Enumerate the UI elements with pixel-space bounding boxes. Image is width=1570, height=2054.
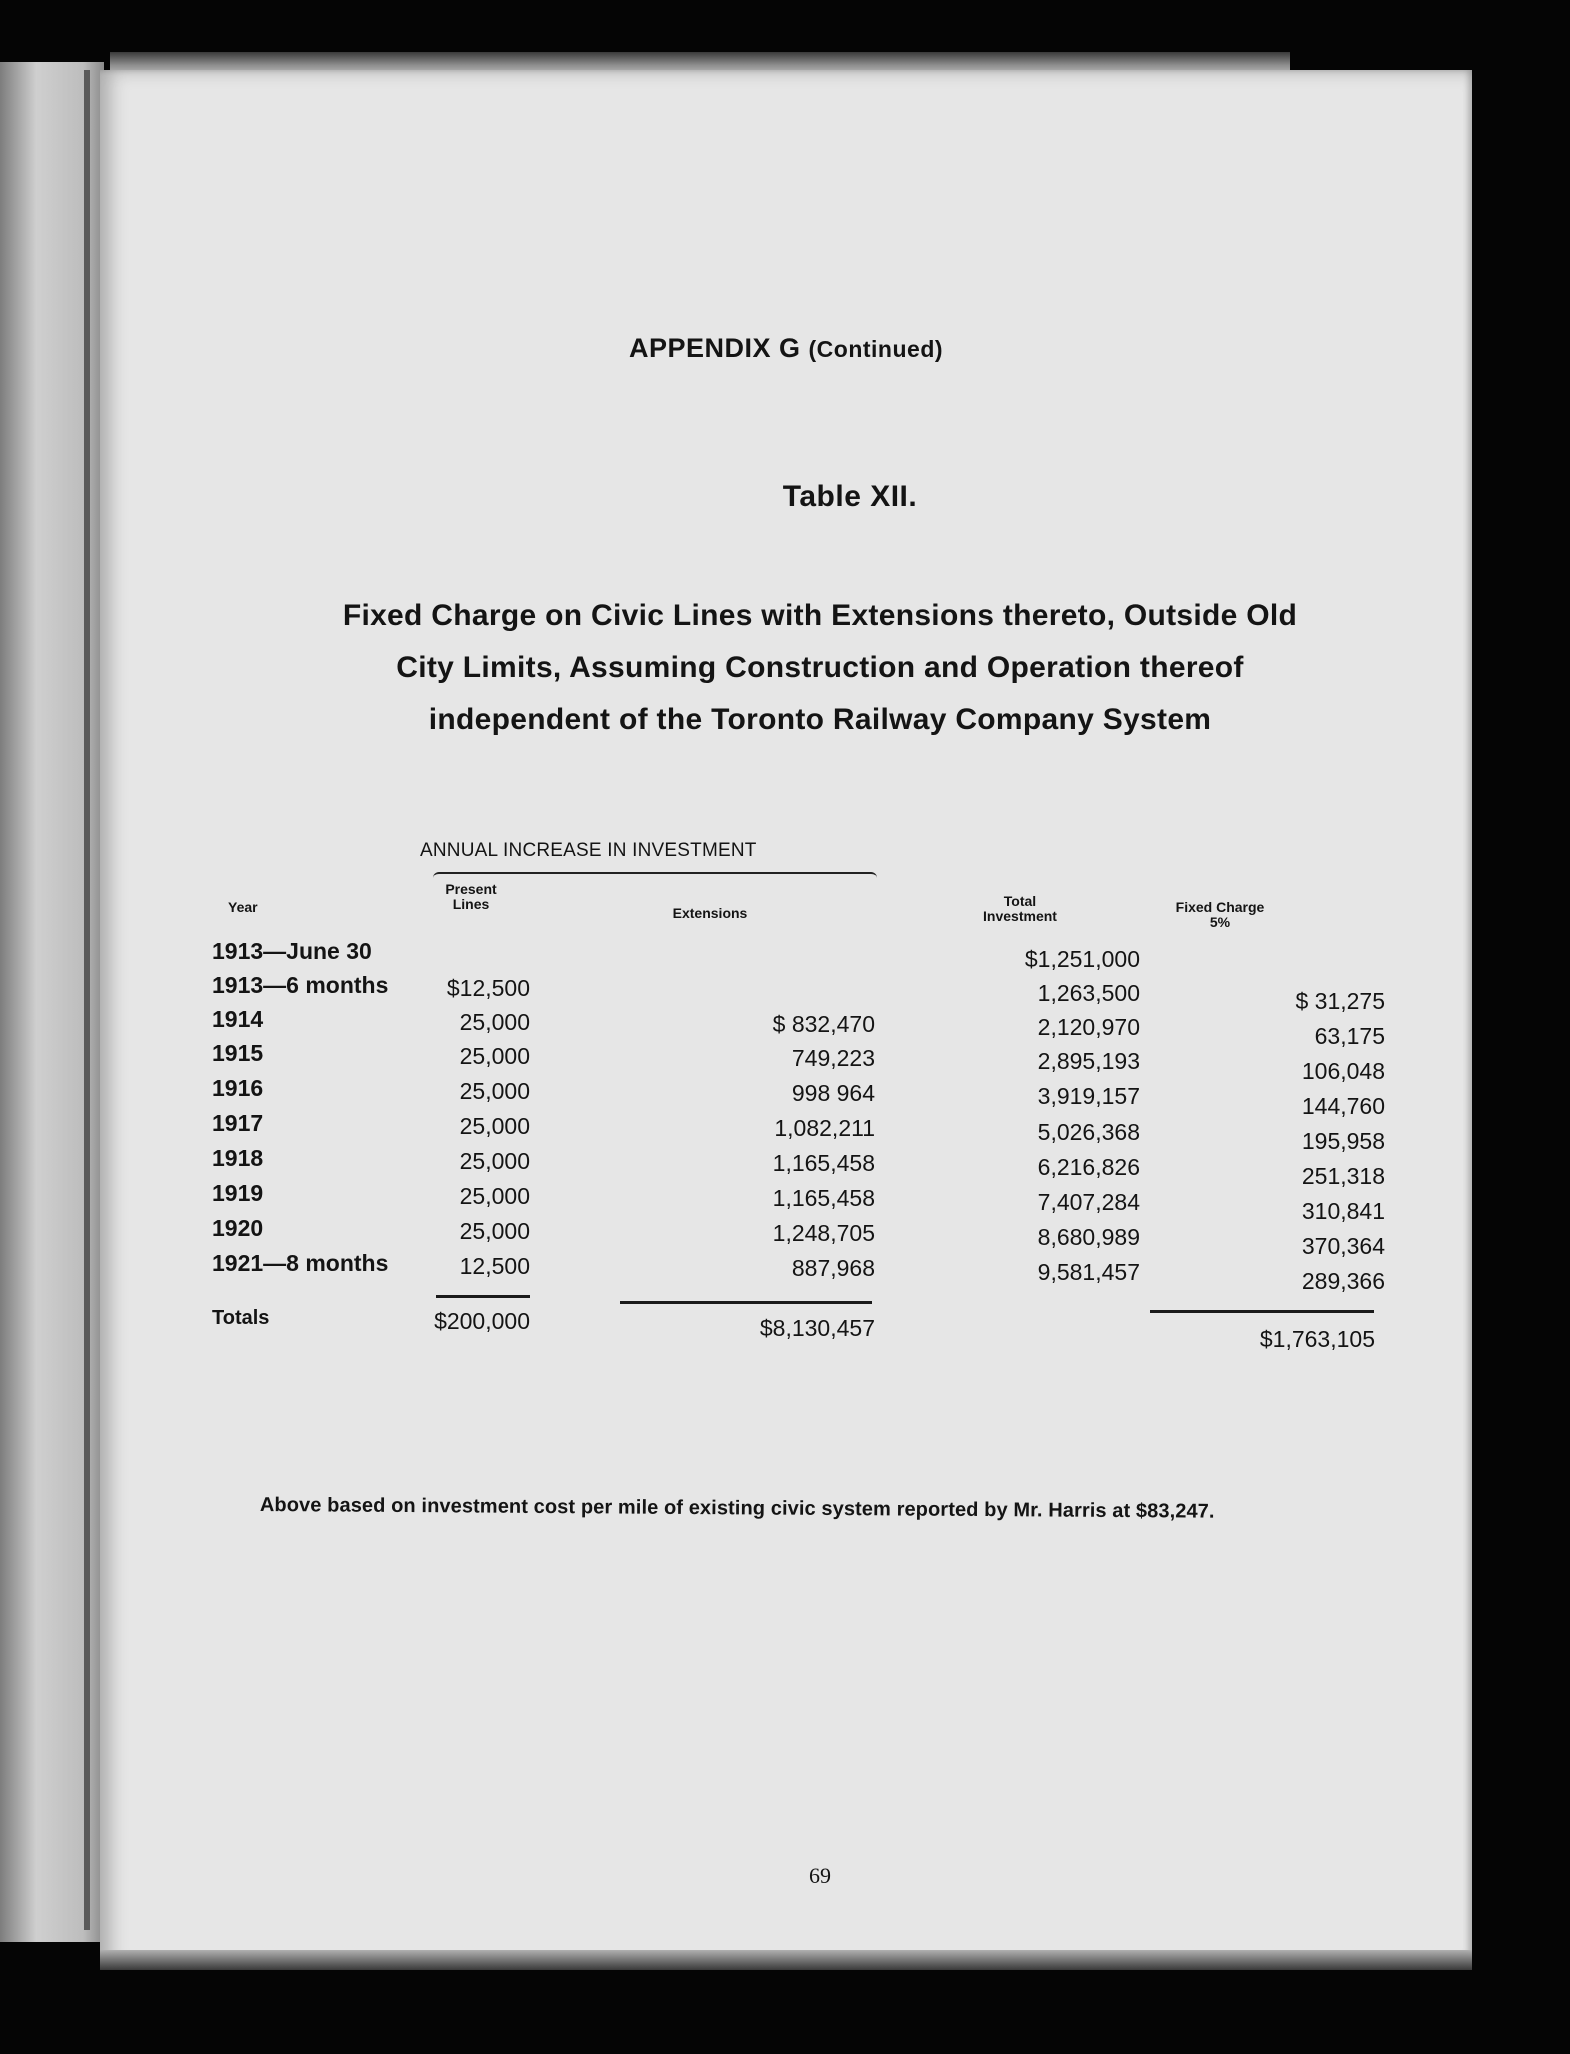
col-head-present-line-1: Present	[445, 881, 497, 897]
table-row-total: 1,263,500	[1037, 980, 1140, 1006]
totals-extensions: $8,130,457	[759, 1315, 875, 1341]
table-row-present: 25,000	[459, 1009, 530, 1035]
table-row-fixed: 289,366	[1301, 1268, 1385, 1294]
table-row-total: $1,251,000	[1024, 946, 1140, 972]
table-row-fixed: 144,760	[1301, 1093, 1385, 1119]
totals-present: $200,000	[434, 1308, 530, 1334]
table-row-present: 25,000	[459, 1113, 530, 1139]
extensions-total-rule	[620, 1301, 872, 1304]
appendix-continued: (Continued)	[808, 336, 944, 362]
table-row-year: 1913—June 30	[212, 938, 372, 964]
table-row-present: 25,000	[459, 1218, 530, 1244]
col-head-total-investment	[960, 894, 1080, 924]
table-title: Table XII.	[782, 480, 918, 513]
col-head-present-line-2: Lines	[452, 896, 490, 912]
table-row-extensions: 1,082,211	[774, 1115, 875, 1141]
col-head-year: Year	[228, 899, 258, 915]
table-row-total: 5,026,368	[1037, 1119, 1140, 1145]
table-row-year: 1918	[212, 1145, 264, 1171]
group-brace	[433, 872, 877, 882]
totals-label: Totals	[212, 1307, 270, 1329]
table-row-year: 1917	[212, 1110, 264, 1136]
table-row-extensions: 887,968	[791, 1255, 875, 1281]
heading-line-2: City Limits, Assuming Construction and Operation thereof	[396, 651, 1244, 684]
heading-line-3: independent of the Toronto Railway Company System	[428, 703, 1212, 736]
col-head-fixed-line-2: 5%	[1209, 914, 1231, 930]
col-head-fixed-line-1: Fixed Charge	[1175, 899, 1265, 915]
table-row-year: 1914	[212, 1006, 264, 1032]
table-row-total: 2,895,193	[1037, 1048, 1140, 1074]
table-row-total: 3,919,157	[1037, 1083, 1140, 1109]
table-row-year: 1921—8 months	[212, 1250, 389, 1276]
table-row-fixed: 195,958	[1301, 1128, 1385, 1154]
col-head-extensions: Extensions	[672, 905, 748, 921]
table-row-year: 1920	[212, 1215, 264, 1241]
present-total-rule	[436, 1295, 530, 1298]
table-row-total: 2,120,970	[1037, 1014, 1140, 1040]
table-row-total: 8,680,989	[1037, 1224, 1140, 1250]
table-row-extensions: 1,165,458	[772, 1185, 875, 1211]
table-row-total: 7,407,284	[1037, 1189, 1140, 1215]
table-row-extensions: 998 964	[791, 1080, 875, 1106]
table-row-extensions: 749,223	[791, 1045, 875, 1071]
table-row-extensions: 1,165,458	[772, 1150, 875, 1176]
heading-line-1: Fixed Charge on Civic Lines with Extensions thereto, Outside Old	[342, 599, 1298, 632]
table-row-present: 25,000	[459, 1148, 530, 1174]
table-row-extensions: 1,248,705	[772, 1220, 875, 1246]
table-row-year: 1915	[212, 1040, 264, 1066]
table-row-fixed: 63,175	[1314, 1023, 1385, 1049]
table-row-year: 1913—6 months	[212, 972, 389, 998]
table-row-present: 12,500	[459, 1253, 530, 1279]
bottom-page-edge	[100, 1950, 1472, 1970]
table-row-fixed: $ 31,275	[1295, 988, 1385, 1014]
table-row-fixed: 251,318	[1301, 1163, 1385, 1189]
table-row-present: 25,000	[459, 1043, 530, 1069]
table-row-fixed: 310,841	[1301, 1198, 1385, 1224]
footnote: Above based on investment cost per mile of existing civic system reported by Mr. Harris at $83,247.	[259, 1494, 1215, 1523]
col-head-fixed-charge	[1160, 900, 1280, 930]
table-row-fixed: 370,364	[1301, 1233, 1385, 1259]
totals-fixed: $1,763,105	[1259, 1326, 1375, 1352]
page-number: 69	[809, 1863, 831, 1888]
table-row-total: 9,581,457	[1037, 1259, 1140, 1285]
appendix-label: APPENDIX G	[628, 333, 801, 363]
table-heading	[220, 590, 1420, 746]
table-row-extensions: $ 832,470	[772, 1011, 875, 1037]
appendix-title	[100, 333, 1472, 364]
table-row-present: 25,000	[459, 1183, 530, 1209]
col-head-total-line-2: Investment	[983, 908, 1057, 924]
fixed-total-rule	[1150, 1310, 1374, 1313]
table-row-year: 1916	[212, 1075, 264, 1101]
table-row-total: 6,216,826	[1037, 1154, 1140, 1180]
col-head-total-line-1: Total	[1003, 893, 1037, 909]
table-row-present: $12,500	[446, 975, 530, 1001]
group-header: ANNUAL INCREASE IN INVESTMENT	[420, 840, 757, 861]
binding-shadow	[84, 70, 90, 1930]
table-row-fixed: 106,048	[1301, 1058, 1385, 1084]
document-page	[100, 70, 1472, 1970]
col-head-present-lines	[416, 882, 526, 912]
table-row-year: 1919	[212, 1180, 264, 1206]
table-row-present: 25,000	[459, 1078, 530, 1104]
